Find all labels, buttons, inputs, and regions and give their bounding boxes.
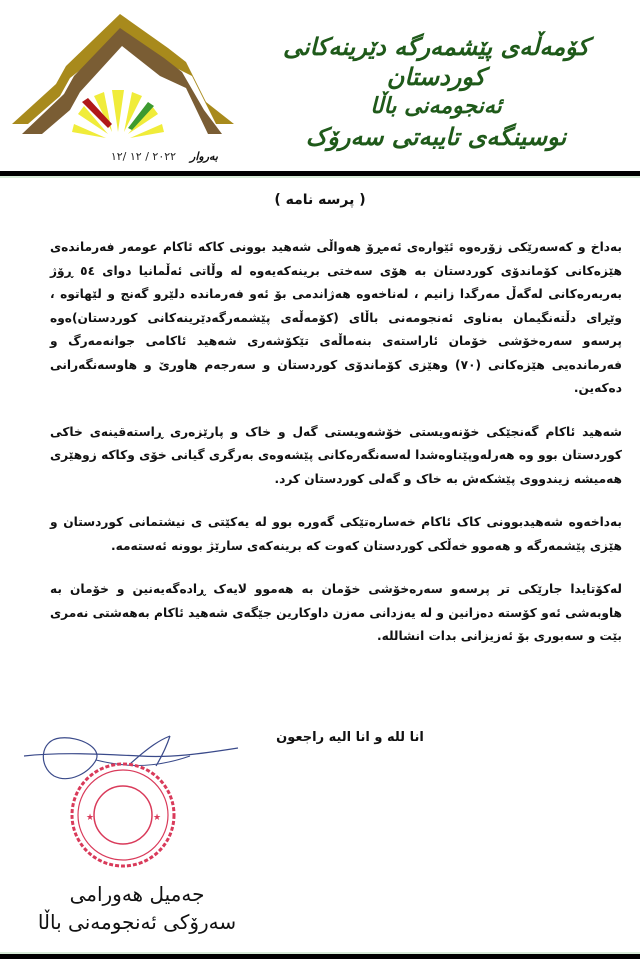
signer-name: جەمیل هەورامی: [69, 882, 205, 906]
mountain-sun-logo: [8, 6, 236, 142]
org-office: نوسینگەی تایبەتی سەرۆک: [305, 123, 567, 151]
organization-seal: [68, 760, 178, 870]
document-title: ( پرسه نامه ): [274, 192, 366, 208]
paragraph: لەکۆتایدا جارێکی تر پرسەو سەرەخۆشی خۆمان بە هەموو لایەک ڕادەگەیەنین و خۆمان بە هاوبەشی ئەو کۆستە دەزانین و لە یەزدانی مەزن داوکارین جێگەی شەهید ئاکام بەهەشتی نەمری بێت و سەبوری بۆ ئەزیزانی بدات انشالله.: [50, 582, 622, 643]
document-body: [50, 236, 622, 669]
paragraph: بەداخەوە شەهیدبوونی کاک ئاکام خەسارەتێکی گەورە بوو لە یەکێتی ی نیشتمانی کوردستان و هێزی پێشمەرگە و هەموو خەڵکی کوردستان کەوت کە برینەکەی سارێژ بوونە ئەستەمە.: [50, 515, 622, 553]
signer-title: سەرۆکی ئەنجومەنی باڵا: [37, 910, 237, 934]
sun-rays: [72, 90, 164, 138]
paragraph: شەهید ئاکام گەنجێکی خۆنەویستی خۆشەویستی گەل و خاک و پارێزەری ڕاستەقینەی خاکی کوردستان بوو وە هەرلەوپێناوەشدا لەسەنگەرەکانی پێشەوەی بەرگری گیانی خۆی وکاکە زوهێری هەمیشە زیندووی پێشکەش بە خاک و گەلی کوردستان کرد.: [50, 424, 622, 486]
header-divider: [0, 171, 640, 178]
footer-divider: [0, 952, 640, 959]
date-value: ٢٠٢٢ / ١٢ /١٢: [110, 149, 177, 163]
org-council: ئەنجومەنی باڵا: [370, 94, 502, 119]
mountain-brown-layer: [22, 28, 222, 134]
date-label: بەروار: [190, 149, 218, 163]
paragraph: بەداخ و کەسەرێکی زۆرەوە ئێوارەی ئەمڕۆ هەواڵی شەهید بوونی کاکە ئاکام عومەر فەرماندەی هێزەکانی کۆماندۆی کوردستان بە هۆی سەختی برینەکەیەوە لە وڵاتی ئەڵمانیا دوای ٥٤ ڕۆژ بەربەرەکانی لەگەڵ مەرگدا زانیم ، لەناخەوە هەژاندمی بۆ ئەو فەرماندە دلێرو گەنج و لێهاتوە ، وێڕای دڵتەنگیمان بەناوی ئەنجومەنی باڵای (کۆمەڵەی پێشمەرگەدێرینەکانی کوردستان)ەوە پرسەو سەرەخۆشی خۆمان ئاراستەی بنەماڵەی تێکۆشەری شەهید ئاکامی جوانەمەرگ و فەرماندەیی هێزەکانی (٧٠) وهێزی کۆماندۆی کوردستان و سەرجەم هاورێ و هاوسەنگەرانی دەکەین.: [50, 240, 622, 395]
signer-block: [30, 880, 244, 936]
closing-phrase: انا لله و انا اليه راجعون: [276, 730, 424, 745]
seal-star-icon: ★: [153, 813, 162, 823]
date-row: [58, 146, 218, 166]
org-name: کۆمەڵەی پێشمەرگە دێرینەکانی کوردستان: [283, 33, 589, 91]
seal-star-icon: ★: [86, 813, 95, 823]
organization-header: [240, 32, 632, 152]
